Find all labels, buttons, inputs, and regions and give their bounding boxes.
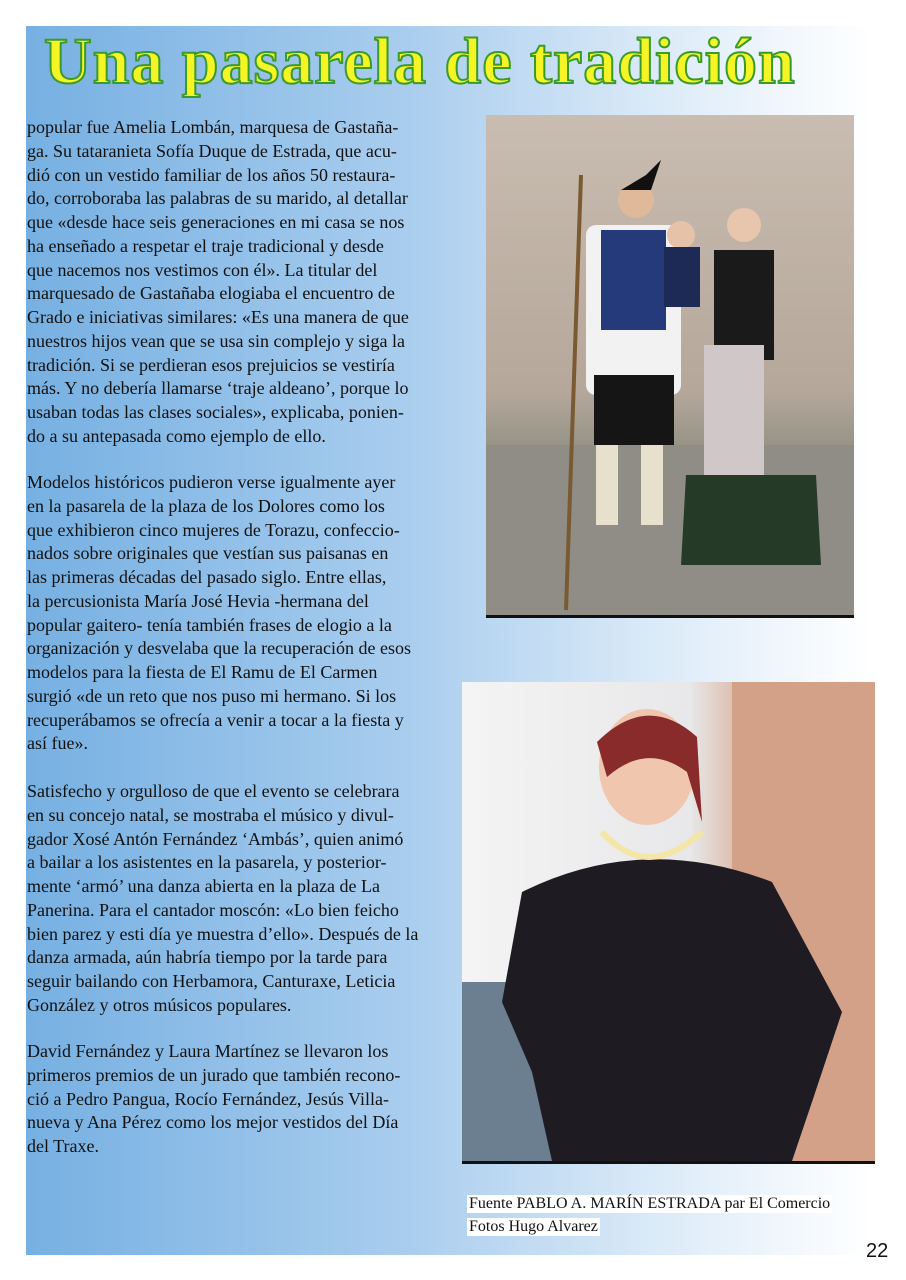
text-line: que exhibieron cinco mujeres de Torazu, confeccio-: [27, 519, 400, 540]
text-line: ga. Su tataranieta Sofía Duque de Estrada, que acu-: [27, 140, 397, 161]
article-title: Una pasarela de tradición: [44, 25, 796, 98]
text-line: modelos para la fiesta de El Ramu de El Carmen: [27, 662, 378, 682]
text-line: Modelos históricos pudieron verse igualmente ayer: [27, 472, 396, 492]
text-line: en la pasarela de la plaza de los Dolores como los: [27, 495, 385, 516]
text-line: nados sobre originales que vestían sus paisanas en: [27, 543, 389, 564]
text-line: surgió «de un reto que nos puso mi hermano. Si los: [27, 685, 397, 706]
text-line: así fue».: [27, 733, 88, 754]
paragraph-1: [27, 116, 447, 449]
text-line: en su concejo natal, se mostraba el músico y divul-: [27, 804, 394, 825]
caption-source: Fuente PABLO A. MARÍN ESTRADA par El Comercio: [469, 1195, 831, 1212]
text-line: tradición. Si se perdieran esos prejuicios se vestiría: [27, 354, 395, 375]
text-line: la percusionista María José Hevia -hermana del: [27, 590, 369, 611]
paragraph-3: [27, 780, 447, 1018]
text-line: popular fue Amelia Lombán, marquesa de Gastaña-: [27, 117, 399, 137]
text-line: Panerina. Para el cantador moscón: «Lo bien feicho: [27, 899, 399, 920]
text-line: ció a Pedro Pangua, Rocío Fernández, Jesús Villa-: [27, 1088, 390, 1109]
text-line: del Traxe.: [27, 1136, 99, 1156]
text-line: bien parez y esti día ye muestra d’ello». Después de la: [27, 923, 419, 944]
text-line: David Fernández y Laura Martínez se llevaron los: [27, 1041, 389, 1061]
text-line: do, corroboraba las palabras de su marido, al detallar: [27, 188, 408, 209]
text-line: mente ‘armó’ una danza abierta en la plaza de La: [27, 876, 380, 896]
text-line: nueva y Ana Pérez como los mejor vestidos del Día: [27, 1112, 399, 1133]
text-line: primeros premios de un jurado que también recono-: [27, 1064, 401, 1085]
text-line: que nacemos nos vestimos con él». La titular del: [27, 259, 378, 280]
text-line: nuestros hijos vean que se usa sin complejo y siga la: [27, 330, 405, 351]
text-line: gador Xosé Antón Fernández ‘Ambás’, quien animó: [27, 828, 404, 849]
text-line: popular gaitero- tenía también frases de elogio a la: [27, 614, 392, 635]
paragraph-4: [27, 1040, 447, 1159]
text-line: más. Y no debería llamarse ‘traje aldeano’, porque lo: [27, 378, 409, 399]
text-line: González y otros músicos populares.: [27, 994, 292, 1015]
text-line: dió con un vestido familiar de los años 50 restaura-: [27, 164, 396, 185]
text-line: do a su antepasada como ejemplo de ello.: [27, 425, 326, 446]
photo-woman-traditional-dress: [462, 682, 875, 1164]
text-line: recuperábamos se ofrecía a venir a tocar a la fiesta y: [27, 709, 404, 730]
page-number: 22: [866, 1240, 889, 1262]
text-line: usaban todas las clases sociales», explicaba, ponien-: [27, 402, 404, 422]
text-line: Grado e iniciativas similares: «Es una manera de que: [27, 307, 409, 327]
text-line: las primeras décadas del pasado siglo. Entre ellas,: [27, 567, 387, 587]
text-line: marquesado de Gastañaba elogiaba el encuentro de: [27, 283, 395, 304]
text-line: que «desde hace seis generaciones en mi casa se nos: [27, 212, 405, 232]
text-line: Satisfecho y orgulloso de que el evento se celebrara: [27, 781, 400, 801]
paragraph-2: [27, 471, 447, 756]
photo-family-traditional-dress: [486, 115, 854, 618]
caption-photos: Fotos Hugo Alvarez: [469, 1218, 598, 1235]
text-line: danza armada, aún habría tiempo por la tarde para: [27, 947, 388, 968]
text-line: a bailar a los asistentes en la pasarela, y posterior-: [27, 852, 387, 873]
text-line: ha enseñado a respetar el traje tradicional y desde: [27, 235, 384, 256]
text-line: organización y desvelaba que la recuperación de esos: [27, 638, 411, 659]
text-line: seguir bailando con Herbamora, Canturaxe, Leticia: [27, 971, 396, 991]
